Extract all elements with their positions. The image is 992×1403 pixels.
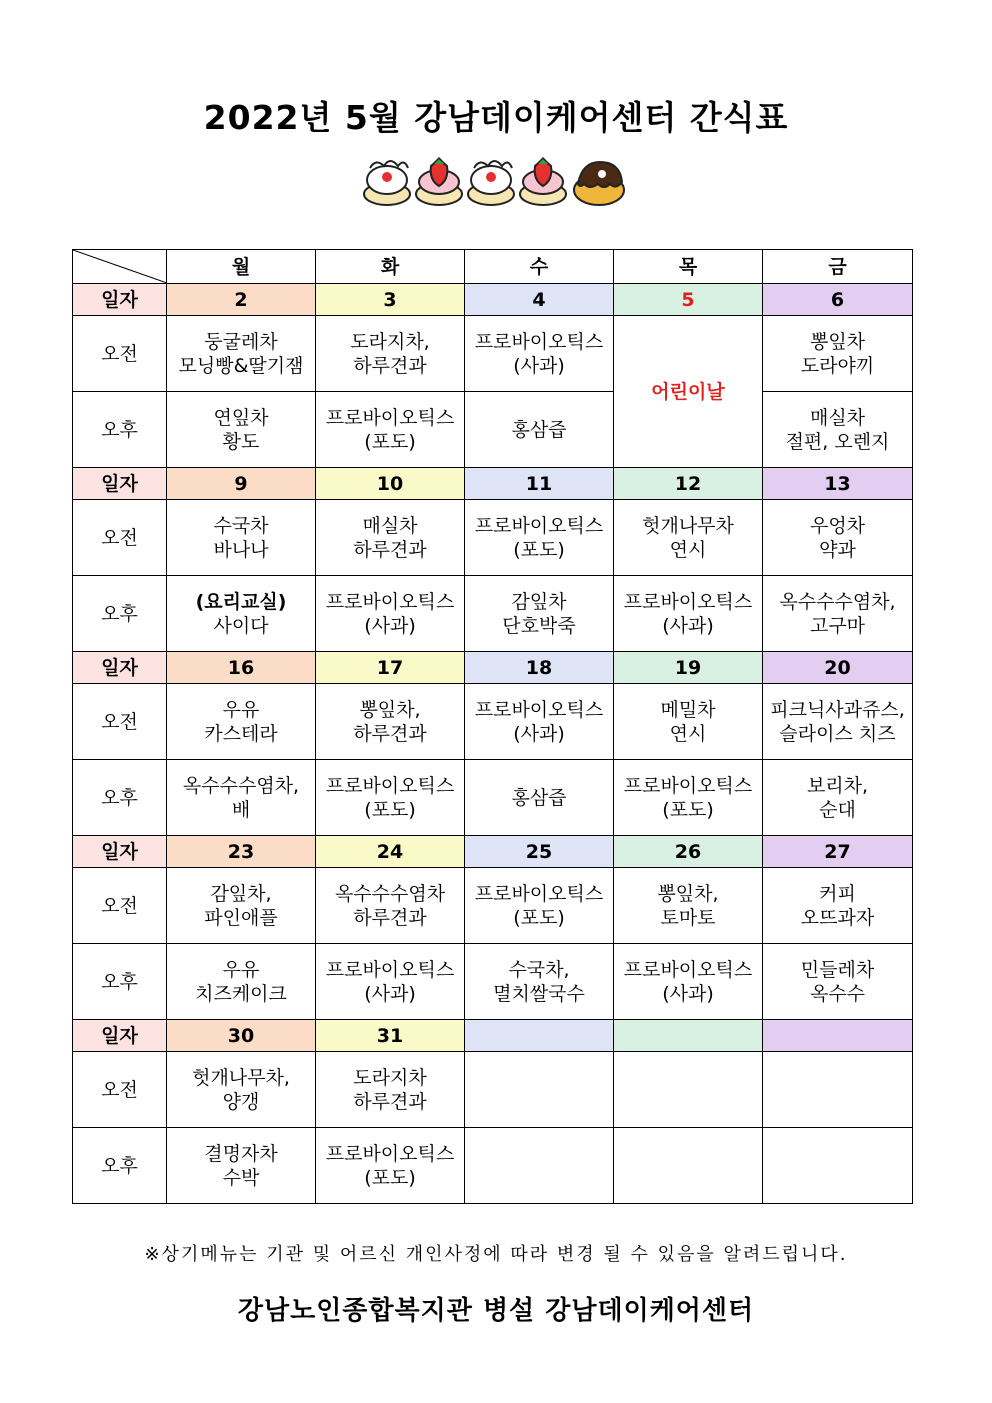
date-label: 일자 — [73, 468, 167, 500]
pm-label: 오후 — [73, 760, 167, 836]
menu-item: 메밀차 — [660, 698, 716, 721]
menu-item: (사과) — [662, 614, 714, 637]
notice-text: ※상기메뉴는 기관 및 어르신 개인사정에 따라 변경 될 수 있음을 알려드립니다. — [144, 1244, 848, 1265]
menu-item: (요리교실) — [195, 590, 287, 613]
menu-item: 옥수수 — [809, 982, 866, 1005]
date-cell — [614, 1020, 763, 1052]
menu-cell — [316, 1128, 465, 1204]
menu-item: 우유 — [222, 958, 260, 981]
menu-item: 우유 — [222, 698, 260, 721]
date-cell — [763, 1020, 913, 1052]
menu-item: 오뜨과자 — [800, 906, 875, 929]
date-cell: 25 — [465, 836, 614, 868]
date-cell: 19 — [614, 652, 763, 684]
pm-row — [73, 944, 913, 1020]
menu-cell — [763, 392, 913, 468]
date-cell: 20 — [763, 652, 913, 684]
date-cell: 18 — [465, 652, 614, 684]
menu-item: 사이다 — [213, 614, 269, 637]
date-label: 일자 — [73, 652, 167, 684]
menu-cell — [167, 868, 316, 944]
menu-item: 프로바이오틱스 — [623, 590, 753, 613]
menu-cell — [316, 684, 465, 760]
date-cell: 3 — [316, 284, 465, 316]
menu-cell — [614, 576, 763, 652]
menu-cell — [465, 316, 614, 392]
menu-item: 순대 — [819, 798, 856, 821]
menu-item: 결명자차 — [204, 1142, 278, 1165]
cream-cake-icon — [364, 161, 410, 205]
holiday-cell: 어린이날 — [614, 316, 763, 468]
date-row — [73, 836, 913, 868]
menu-cell — [465, 1052, 614, 1128]
pm-row — [73, 1128, 913, 1204]
menu-cell — [316, 1052, 465, 1128]
menu-item: (포도) — [513, 538, 565, 561]
menu-cell — [763, 316, 913, 392]
menu-cell — [167, 392, 316, 468]
diagonal-line-icon — [73, 250, 167, 283]
date-cell: 31 — [316, 1020, 465, 1052]
menu-item: 치즈케이크 — [195, 982, 287, 1005]
menu-item: (사과) — [662, 982, 714, 1005]
menu-cell — [763, 944, 913, 1020]
menu-item: 프로바이오틱스 — [623, 958, 753, 981]
date-cell: 23 — [167, 836, 316, 868]
menu-item: 매실차 — [362, 514, 418, 537]
menu-item: 고구마 — [809, 614, 866, 637]
date-row — [73, 652, 913, 684]
date-cell: 26 — [614, 836, 763, 868]
menu-cell — [316, 500, 465, 576]
weekday-header: 수 — [465, 250, 614, 284]
date-cell: 12 — [614, 468, 763, 500]
menu-item: 프로바이오틱스 — [325, 590, 455, 613]
menu-cell — [167, 1128, 316, 1204]
pm-row — [73, 576, 913, 652]
menu-item: 프로바이오틱스 — [474, 882, 604, 905]
menu-cell — [763, 1052, 913, 1128]
menu-item: 감잎차, — [210, 882, 272, 905]
menu-item: 하루견과 — [353, 1090, 427, 1113]
am-row — [73, 868, 913, 944]
menu-item: 황도 — [222, 430, 260, 453]
date-cell: 30 — [167, 1020, 316, 1052]
menu-cell — [167, 684, 316, 760]
pm-row — [73, 392, 913, 468]
menu-item: 연시 — [669, 722, 707, 745]
menu-item: 도라야끼 — [800, 354, 875, 377]
menu-cell — [316, 576, 465, 652]
menu-item: 양갱 — [222, 1090, 260, 1113]
menu-cell — [763, 868, 913, 944]
pm-label: 오후 — [73, 944, 167, 1020]
menu-item: 하루견과 — [353, 354, 427, 377]
menu-item: 홍삼즙 — [511, 418, 567, 441]
am-label: 오전 — [73, 1052, 167, 1128]
weekday-header-row — [73, 250, 913, 284]
menu-item: 파인애플 — [204, 906, 278, 929]
date-cell: 6 — [763, 284, 913, 316]
date-cell: 17 — [316, 652, 465, 684]
cream-cake-icon — [468, 161, 514, 205]
menu-cell — [614, 500, 763, 576]
menu-cell — [465, 576, 614, 652]
menu-item: (포도) — [364, 1166, 416, 1189]
menu-item: 바나나 — [213, 538, 269, 561]
menu-item: (포도) — [513, 906, 565, 929]
menu-item: 모닝빵&딸기잼 — [178, 354, 304, 377]
menu-cell — [614, 1052, 763, 1128]
strawberry-cake-icon — [416, 158, 462, 205]
menu-cell — [316, 944, 465, 1020]
date-row — [73, 468, 913, 500]
menu-item: 헛개나무차, — [192, 1066, 290, 1089]
menu-item: 뽕잎차, — [657, 882, 719, 905]
menu-item: 프로바이오틱스 — [623, 774, 753, 797]
pm-row — [73, 760, 913, 836]
date-label: 일자 — [73, 284, 167, 316]
menu-item: 프로바이오틱스 — [325, 958, 455, 981]
am-row — [73, 1052, 913, 1128]
am-row — [73, 684, 913, 760]
menu-cell — [167, 316, 316, 392]
menu-item: 슬라이스 치즈 — [779, 722, 896, 745]
menu-cell — [465, 944, 614, 1020]
menu-item: 하루견과 — [353, 538, 427, 561]
menu-item: 헛개나무차 — [642, 514, 734, 537]
menu-cell — [763, 760, 913, 836]
pm-label: 오후 — [73, 392, 167, 468]
menu-item: (포도) — [364, 798, 416, 821]
pm-label: 오후 — [73, 1128, 167, 1204]
menu-cell — [316, 392, 465, 468]
menu-item: 절편, 오렌지 — [785, 430, 890, 453]
menu-item: 홍삼즙 — [511, 786, 567, 809]
am-row — [73, 500, 913, 576]
date-cell: 13 — [763, 468, 913, 500]
menu-cell — [614, 944, 763, 1020]
menu-item: (사과) — [364, 614, 416, 637]
menu-cell — [763, 684, 913, 760]
date-cell: 2 — [167, 284, 316, 316]
menu-cell — [614, 684, 763, 760]
cake-illustrations — [0, 152, 992, 212]
weekday-header: 월 — [167, 250, 316, 284]
date-cell — [465, 1020, 614, 1052]
menu-item: (포도) — [662, 798, 714, 821]
menu-cell — [465, 500, 614, 576]
date-label: 일자 — [73, 1020, 167, 1052]
date-row — [73, 1020, 913, 1052]
menu-item: 뽕잎차, — [359, 698, 421, 721]
menu-item: 배 — [231, 798, 251, 821]
menu-item: 커피 — [819, 882, 856, 905]
date-row — [73, 284, 913, 316]
menu-cell — [167, 576, 316, 652]
menu-item: 보리차, — [806, 774, 869, 797]
page-title: 2022년 5월 강남데이케어센터 간식표 — [203, 98, 789, 137]
am-label: 오전 — [73, 316, 167, 392]
menu-item: 토마토 — [660, 906, 716, 929]
menu-item: 카스테라 — [204, 722, 278, 745]
am-label: 오전 — [73, 868, 167, 944]
date-cell: 16 — [167, 652, 316, 684]
date-cell: 9 — [167, 468, 316, 500]
menu-item: 프로바이오틱스 — [325, 1142, 455, 1165]
menu-cell — [167, 760, 316, 836]
menu-item: 연시 — [669, 538, 707, 561]
menu-cell — [763, 1128, 913, 1204]
weekday-header: 화 — [316, 250, 465, 284]
menu-item: (포도) — [364, 430, 416, 453]
footer-organization: 강남노인종합복지관 병설 강남데이케어센터 — [237, 1296, 755, 1326]
menu-cell — [763, 576, 913, 652]
menu-item: 수국차 — [213, 514, 269, 537]
date-cell: 24 — [316, 836, 465, 868]
strawberry-cake-icon — [520, 158, 566, 205]
menu-item: (사과) — [364, 982, 416, 1005]
menu-cell — [465, 392, 614, 468]
menu-item: 연잎차 — [213, 406, 269, 429]
menu-item: 하루견과 — [353, 722, 427, 745]
menu-item: 프로바이오틱스 — [474, 514, 604, 537]
menu-item: 멸치쌀국수 — [493, 982, 585, 1005]
date-label: 일자 — [73, 836, 167, 868]
menu-item: 옥수수수염차 — [334, 882, 446, 905]
date-cell: 10 — [316, 468, 465, 500]
menu-cell — [614, 760, 763, 836]
pm-label: 오후 — [73, 576, 167, 652]
chocolate-cake-icon — [574, 162, 624, 205]
menu-item: 뽕잎차 — [809, 330, 866, 353]
menu-item: (사과) — [513, 722, 565, 745]
menu-cell — [465, 1128, 614, 1204]
menu-item: 민들레차 — [800, 958, 875, 981]
date-cell: 5 — [614, 284, 763, 316]
menu-cell — [167, 500, 316, 576]
menu-item: 옥수수수염차, — [182, 774, 300, 797]
corner-cell — [73, 250, 167, 284]
menu-cell — [465, 868, 614, 944]
menu-cell — [465, 684, 614, 760]
menu-item: 감잎차 — [511, 590, 567, 613]
menu-cell — [316, 316, 465, 392]
menu-item: 약과 — [819, 538, 856, 561]
weekday-header: 금 — [763, 250, 913, 284]
menu-item: 도라지차, — [350, 330, 430, 353]
menu-item: 매실차 — [809, 406, 866, 429]
menu-item: 단호박죽 — [502, 614, 576, 637]
snack-menu-table — [72, 249, 913, 1204]
menu-item: 프로바이오틱스 — [474, 330, 604, 353]
menu-item: 프로바이오틱스 — [325, 406, 455, 429]
am-label: 오전 — [73, 684, 167, 760]
menu-item: 피크닉사과쥬스, — [770, 698, 905, 721]
menu-cell — [763, 500, 913, 576]
menu-item: 하루견과 — [353, 906, 427, 929]
menu-item: (사과) — [513, 354, 565, 377]
date-cell: 4 — [465, 284, 614, 316]
menu-cell — [614, 1128, 763, 1204]
menu-cell — [465, 760, 614, 836]
date-cell: 27 — [763, 836, 913, 868]
menu-cell — [316, 868, 465, 944]
am-label: 오전 — [73, 500, 167, 576]
menu-item: 수박 — [222, 1166, 260, 1189]
weekday-header: 목 — [614, 250, 763, 284]
menu-item: 프로바이오틱스 — [474, 698, 604, 721]
menu-cell — [316, 760, 465, 836]
menu-item: 프로바이오틱스 — [325, 774, 455, 797]
menu-cell — [167, 944, 316, 1020]
menu-item: 옥수수수염차, — [779, 590, 896, 613]
am-row — [73, 316, 913, 392]
menu-item: 수국차, — [508, 958, 570, 981]
menu-item: 우엉차 — [809, 514, 866, 537]
menu-item: 둥굴레차 — [204, 330, 278, 353]
date-cell: 11 — [465, 468, 614, 500]
menu-item: 도라지차 — [353, 1066, 427, 1089]
menu-cell — [614, 868, 763, 944]
menu-cell — [167, 1052, 316, 1128]
